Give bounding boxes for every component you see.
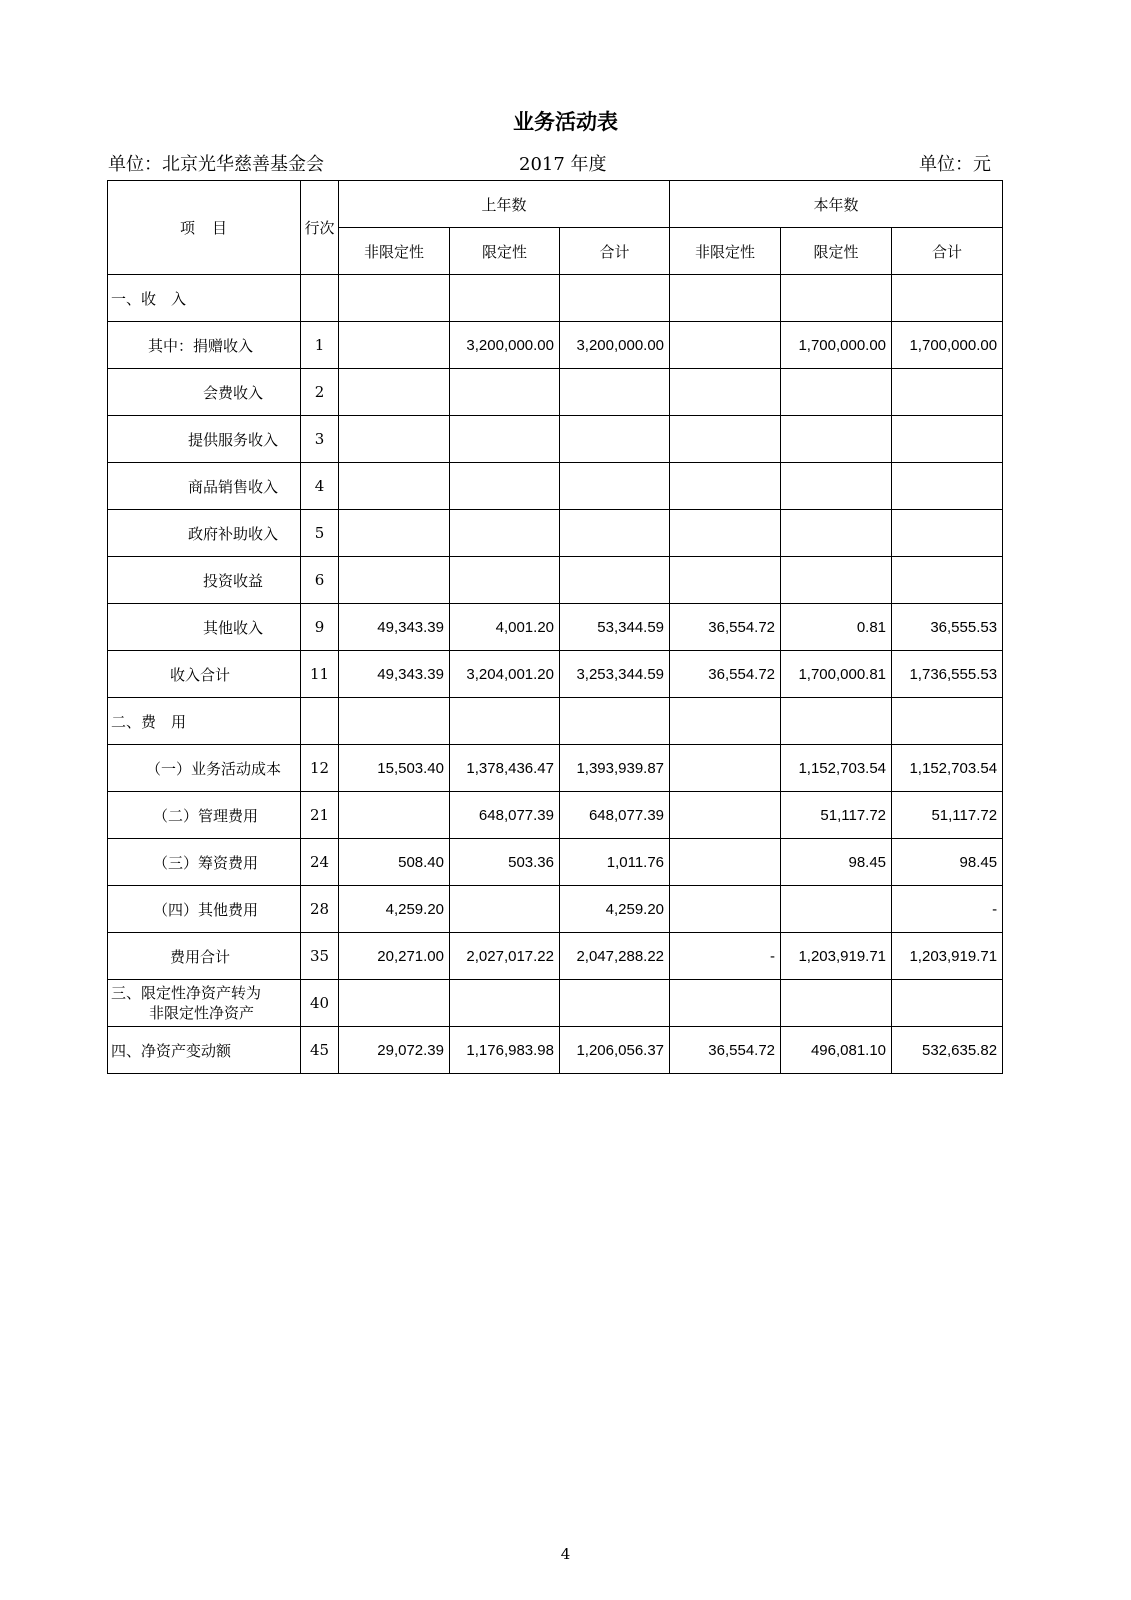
table-row (108, 557, 1003, 604)
value-cell (560, 510, 670, 557)
organization-label: 单位：北京光华慈善基金会 (108, 154, 324, 175)
value-cell: 1,206,056.37 (560, 1027, 670, 1074)
value-cell: - (892, 886, 1003, 933)
value-cell (339, 557, 450, 604)
table-row (108, 792, 1003, 839)
value-cell: 532,635.82 (892, 1027, 1003, 1074)
row-label: 政府补助收入 (108, 510, 301, 557)
row-label: 一、收 入 (108, 275, 301, 322)
value-cell: 1,203,919.71 (892, 933, 1003, 980)
row-line-no (301, 698, 339, 745)
value-cell (339, 792, 450, 839)
value-cell (450, 463, 560, 510)
row-line-no: 28 (301, 886, 339, 933)
value-cell (781, 557, 892, 604)
table-row (108, 980, 1003, 1027)
currency-unit-label: 单位：元 (919, 154, 991, 175)
value-cell: 53,344.59 (560, 604, 670, 651)
row-label: 其中：捐赠收入 (108, 322, 301, 369)
value-cell: 36,554.72 (670, 651, 781, 698)
row-line-no: 21 (301, 792, 339, 839)
header-prev-restricted: 限定性 (450, 228, 560, 275)
value-cell (781, 886, 892, 933)
row-line-no: 4 (301, 463, 339, 510)
value-cell (781, 698, 892, 745)
value-cell: 496,081.10 (781, 1027, 892, 1074)
value-cell: 3,200,000.00 (450, 322, 560, 369)
value-cell (560, 416, 670, 463)
value-cell (450, 886, 560, 933)
header-prev-year: 上年数 (339, 181, 670, 228)
table-row (108, 698, 1003, 745)
value-cell: 49,343.39 (339, 604, 450, 651)
activity-statement-table (107, 180, 1003, 1074)
value-cell: 15,503.40 (339, 745, 450, 792)
value-cell: 2,047,288.22 (560, 933, 670, 980)
value-cell: 51,117.72 (781, 792, 892, 839)
value-cell (892, 698, 1003, 745)
value-cell: 1,393,939.87 (560, 745, 670, 792)
value-cell (450, 416, 560, 463)
value-cell: 1,152,703.54 (781, 745, 892, 792)
table-row (108, 416, 1003, 463)
value-cell (892, 463, 1003, 510)
row-line-no: 9 (301, 604, 339, 651)
table-row (108, 463, 1003, 510)
row-label: （一）业务活动成本 (108, 745, 301, 792)
value-cell (670, 745, 781, 792)
table-row (108, 275, 1003, 322)
value-cell: 508.40 (339, 839, 450, 886)
row-line-no: 11 (301, 651, 339, 698)
value-cell (560, 557, 670, 604)
value-cell (670, 369, 781, 416)
report-title: 业务活动表 (513, 110, 618, 134)
value-cell (892, 510, 1003, 557)
value-cell (450, 275, 560, 322)
row-line-no: 6 (301, 557, 339, 604)
row-label: 收入合计 (108, 651, 301, 698)
header-prev-total: 合计 (560, 228, 670, 275)
header-row-top (108, 181, 1003, 228)
row-label: （三）筹资费用 (108, 839, 301, 886)
row-line-no: 3 (301, 416, 339, 463)
row-label: 其他收入 (108, 604, 301, 651)
table-row (108, 745, 1003, 792)
value-cell: 2,027,017.22 (450, 933, 560, 980)
row-line-no: 45 (301, 1027, 339, 1074)
value-cell (339, 322, 450, 369)
row-label: 四、净资产变动额 (108, 1027, 301, 1074)
value-cell (670, 322, 781, 369)
value-cell: - (670, 933, 781, 980)
value-cell: 29,072.39 (339, 1027, 450, 1074)
row-label-line-1: 三、限定性净资产转为 (111, 984, 262, 1002)
value-cell (781, 275, 892, 322)
table-row (108, 1027, 1003, 1074)
value-cell (670, 416, 781, 463)
value-cell: 1,203,919.71 (781, 933, 892, 980)
value-cell (670, 557, 781, 604)
value-cell (450, 698, 560, 745)
value-cell (781, 510, 892, 557)
value-cell (339, 698, 450, 745)
value-cell (560, 463, 670, 510)
value-cell (670, 980, 781, 1027)
value-cell: 3,200,000.00 (560, 322, 670, 369)
value-cell (450, 557, 560, 604)
value-cell: 36,554.72 (670, 604, 781, 651)
table-row (108, 886, 1003, 933)
row-label: （四）其他费用 (108, 886, 301, 933)
value-cell: 1,736,555.53 (892, 651, 1003, 698)
value-cell: 98.45 (781, 839, 892, 886)
value-cell: 49,343.39 (339, 651, 450, 698)
row-line-no (301, 275, 339, 322)
value-cell (450, 510, 560, 557)
value-cell (892, 275, 1003, 322)
value-cell: 1,176,983.98 (450, 1027, 560, 1074)
row-label: 商品销售收入 (108, 463, 301, 510)
value-cell: 3,204,001.20 (450, 651, 560, 698)
value-cell (670, 698, 781, 745)
row-line-no: 5 (301, 510, 339, 557)
row-label: 费用合计 (108, 933, 301, 980)
value-cell: 3,253,344.59 (560, 651, 670, 698)
value-cell (892, 416, 1003, 463)
value-cell (339, 416, 450, 463)
row-label: 提供服务收入 (108, 416, 301, 463)
header-curr-year: 本年数 (670, 181, 1003, 228)
value-cell (339, 369, 450, 416)
table-row (108, 839, 1003, 886)
value-cell: 1,011.76 (560, 839, 670, 886)
table-row (108, 933, 1003, 980)
value-cell: 1,700,000.81 (781, 651, 892, 698)
row-line-no: 1 (301, 322, 339, 369)
row-line-no: 40 (301, 980, 339, 1027)
header-curr-unrestricted: 非限定性 (670, 228, 781, 275)
row-line-no: 12 (301, 745, 339, 792)
value-cell: 1,700,000.00 (781, 322, 892, 369)
value-cell: 0.81 (781, 604, 892, 651)
value-cell (670, 792, 781, 839)
value-cell (339, 510, 450, 557)
value-cell (892, 980, 1003, 1027)
value-cell: 1,378,436.47 (450, 745, 560, 792)
header-curr-total: 合计 (892, 228, 1003, 275)
value-cell (560, 698, 670, 745)
value-cell (450, 369, 560, 416)
value-cell (892, 557, 1003, 604)
table-row (108, 651, 1003, 698)
row-line-no: 24 (301, 839, 339, 886)
value-cell: 648,077.39 (450, 792, 560, 839)
value-cell (339, 463, 450, 510)
value-cell: 20,271.00 (339, 933, 450, 980)
value-cell (339, 980, 450, 1027)
value-cell (670, 510, 781, 557)
page-number: 4 (560, 1545, 571, 1563)
value-cell (670, 463, 781, 510)
value-cell: 4,259.20 (339, 886, 450, 933)
value-cell (670, 839, 781, 886)
table-row (108, 604, 1003, 651)
value-cell (450, 980, 560, 1027)
value-cell: 648,077.39 (560, 792, 670, 839)
value-cell (781, 980, 892, 1027)
value-cell: 36,554.72 (670, 1027, 781, 1074)
row-label-line-2: 非限定性净资产 (149, 1004, 255, 1022)
value-cell (339, 275, 450, 322)
value-cell: 503.36 (450, 839, 560, 886)
value-cell (560, 275, 670, 322)
row-label: 二、费 用 (108, 698, 301, 745)
value-cell (781, 416, 892, 463)
value-cell (781, 369, 892, 416)
header-line-no: 行次 (301, 181, 339, 275)
value-cell (892, 369, 1003, 416)
value-cell: 98.45 (892, 839, 1003, 886)
value-cell (670, 275, 781, 322)
value-cell: 4,259.20 (560, 886, 670, 933)
value-cell: 4,001.20 (450, 604, 560, 651)
row-label: （二）管理费用 (108, 792, 301, 839)
row-label: 会费收入 (108, 369, 301, 416)
value-cell (560, 980, 670, 1027)
value-cell: 1,700,000.00 (892, 322, 1003, 369)
value-cell: 36,555.53 (892, 604, 1003, 651)
value-cell (781, 463, 892, 510)
header-item: 项 目 (108, 181, 301, 275)
value-cell: 1,152,703.54 (892, 745, 1003, 792)
header-prev-unrestricted: 非限定性 (339, 228, 450, 275)
header-curr-restricted: 限定性 (781, 228, 892, 275)
row-label (108, 980, 301, 1027)
value-cell (560, 369, 670, 416)
row-line-no: 2 (301, 369, 339, 416)
value-cell: 51,117.72 (892, 792, 1003, 839)
row-line-no: 35 (301, 933, 339, 980)
table-row (108, 322, 1003, 369)
row-label: 投资收益 (108, 557, 301, 604)
fiscal-year-label: 2017 年度 (519, 154, 607, 175)
value-cell (670, 886, 781, 933)
table-row (108, 369, 1003, 416)
table-row (108, 510, 1003, 557)
